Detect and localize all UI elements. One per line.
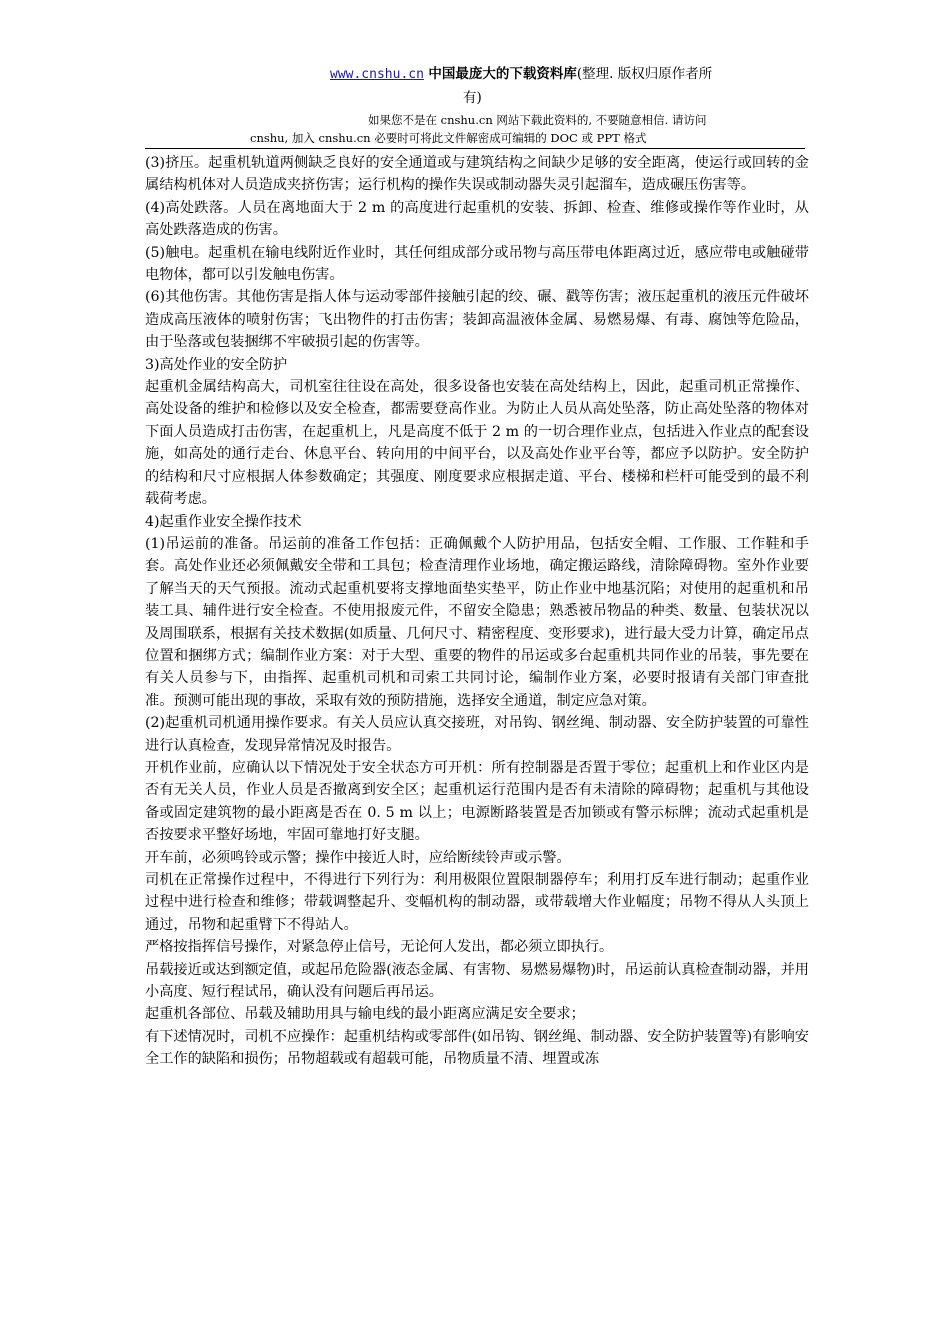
paragraph: (2)起重机司机通用操作要求。有关人员应认真交接班，对吊钩、钢丝绳、制动器、安全防护装置的可靠性进行认真检查，发现异常情况及时报告。 xyxy=(145,715,809,754)
paragraph: (6)其他伤害。其他伤害是指人体与运动零部件接触引起的绞、碾、戳等伤害；液压起重机的液压元件破坏造成高压液体的喷射伤害；飞出物件的打击伤害；装卸高温液体金属、易燃易爆、有毒、腐蚀等危险品，由于坠落或包装捆绑不牢破损引起的伤害等。 xyxy=(145,289,809,351)
paragraph: 司机在正常操作过程中，不得进行下列行为：利用极限位置限制器停车；利用打反车进行制动；起重作业过程中进行检查和维修；带载调整起升、变幅机构的制动器，或带载增大作业幅度；吊物不得从人头顶上通过，吊物和起重臂下不得站人。 xyxy=(145,872,809,933)
section-heading: 3)高处作业的安全防护 xyxy=(145,356,288,373)
header-tagline: 中国最庞大的下载资料库 xyxy=(428,66,577,82)
header-tagline-rest: (整理. 版权归原作者所 xyxy=(576,66,713,82)
section-heading: 4)起重作业安全操作技术 xyxy=(145,513,302,530)
paragraph: (4)高处跌落。人员在离地面大于 2 m 的高度进行起重机的安装、拆卸、检查、维修或操作等作业时，从高处跌落造成的伤害。 xyxy=(145,199,809,239)
paragraph: (1)吊运前的准备。吊运前的准备工作包括：正确佩戴个人防护用品，包括安全帽、工作服、工作鞋和手套。高处作业还必须佩戴安全带和工具包；检查清理作业场地，确定搬运路线，清除障碍物。室外作业要了解当天的天气预报。流动式起重机要将支撑地面垫实垫平，防止作业中地基沉陷；对使用的起重机和吊装工具、辅件进行安全检查。不使用报废元件，不留安全隐患；熟悉被吊物品的种类、数量、包装状况以及周围联系，根据有关技术数据(如质量、几何尺寸、精密程度、变形要求)，进行最大受力计算，确定吊点位置和捆绑方式；编制作业方案：对于大型、重要的物件的吊运或多台起重机共同作业的吊装，事先要在有关人员参与下，由指挥、起重机司机和司索工共同讨论，编制作业方案，必要时报请有关部门审查批准。预测可能出现的事故，采取有效的预防措施，选择安全通道，制定应急对策。 xyxy=(145,535,809,709)
paragraph: (3)挤压。起重机轨道两侧缺乏良好的安全通道或与建筑结构之间缺少足够的安全距离，使运行或回转的金属结构机体对人员造成夹挤伤害；运行机构的操作失误或制动器失灵引起溜车，造成碾压伤害等。 xyxy=(145,155,809,194)
paragraph: 严格按指挥信号操作，对紧急停止信号，无论何人发出，都必须立即执行。 xyxy=(145,939,614,956)
paragraph: 开机作业前，应确认以下情况处于安全状态方可开机：所有控制器是否置于零位；起重机上和作业区内是否有无关人员，作业人员是否撤离到安全区；起重机运行范围内是否有未清除的障碍物；起重机与其他设备或固定建筑物的最小距离是否在 0. 5 m 以上；电源断路装置是否加锁或有警示标牌；流动式起重机是否按要求平整好场地，牢固可靠地打好支腿。 xyxy=(145,759,809,844)
paragraph: 起重机金属结构高大，司机室往往设在高处，很多设备也安装在高处结构上，因此，起重司机正常操作、高处设备的维护和检修以及安全检查，都需要登高作业。为防止人员从高处坠落，防止高处坠落的物体对下面人员造成打击伤害，在起重机上，凡是高度不低于 2 m 的一切合理作业点，包括进入作业点的配套设施，如高处的通行走台、休息平台、转向用的中间平台，以及高处作业平台等，都应予以防护。安全防护的结构和尺寸应根据人体参数确定；其强度、刚度要求应根据走道、平台、楼梯和栏杆可能受到的最不利载荷考虑。 xyxy=(145,379,809,508)
header-notice-2: cnshu, 加入 cnshu.cn 必要时可将此文件解密成可编辑的 DOC 或 PPT 格式 xyxy=(250,131,647,145)
document-body xyxy=(145,152,809,1071)
paragraph: 吊载接近或达到额定值，或起吊危险器(液态金属、有害物、易燃易爆物)时，吊运前认真检查制动器，并用小高度、短行程试吊，确认没有问题后再吊运。 xyxy=(145,961,809,1001)
header-tagline-cont: 有) xyxy=(463,90,482,106)
paragraph: 有下述情况时，司机不应操作：起重机结构或零部件(如吊钩、钢丝绳、制动器、安全防护装置等)有影响安全工作的缺陷和损伤；吊物超载或有超载可能，吊物质量不清、埋置或冻 xyxy=(145,1028,809,1068)
paragraph: 开车前，必须鸣铃或示警；操作中接近人时，应给断续铃声或示警。 xyxy=(145,849,571,866)
header-line xyxy=(330,64,810,85)
paragraph: 起重机各部位、吊载及辅助用具与输电线的最小距离应满足安全要求； xyxy=(145,1006,585,1023)
header-notice-1: 如果您不是在 cnshu.cn 网站下载此资料的, 不要随意相信. 请访问 xyxy=(368,113,707,127)
site-link[interactable]: www.cnshu.cn xyxy=(330,67,424,82)
header-rule xyxy=(145,148,805,149)
paragraph: (5)触电。起重机在输电线附近作业时，其任何组成部分或吊物与高压带电体距离过近，感应带电或触碰带电物体，都可以引发触电伤害。 xyxy=(145,244,809,284)
